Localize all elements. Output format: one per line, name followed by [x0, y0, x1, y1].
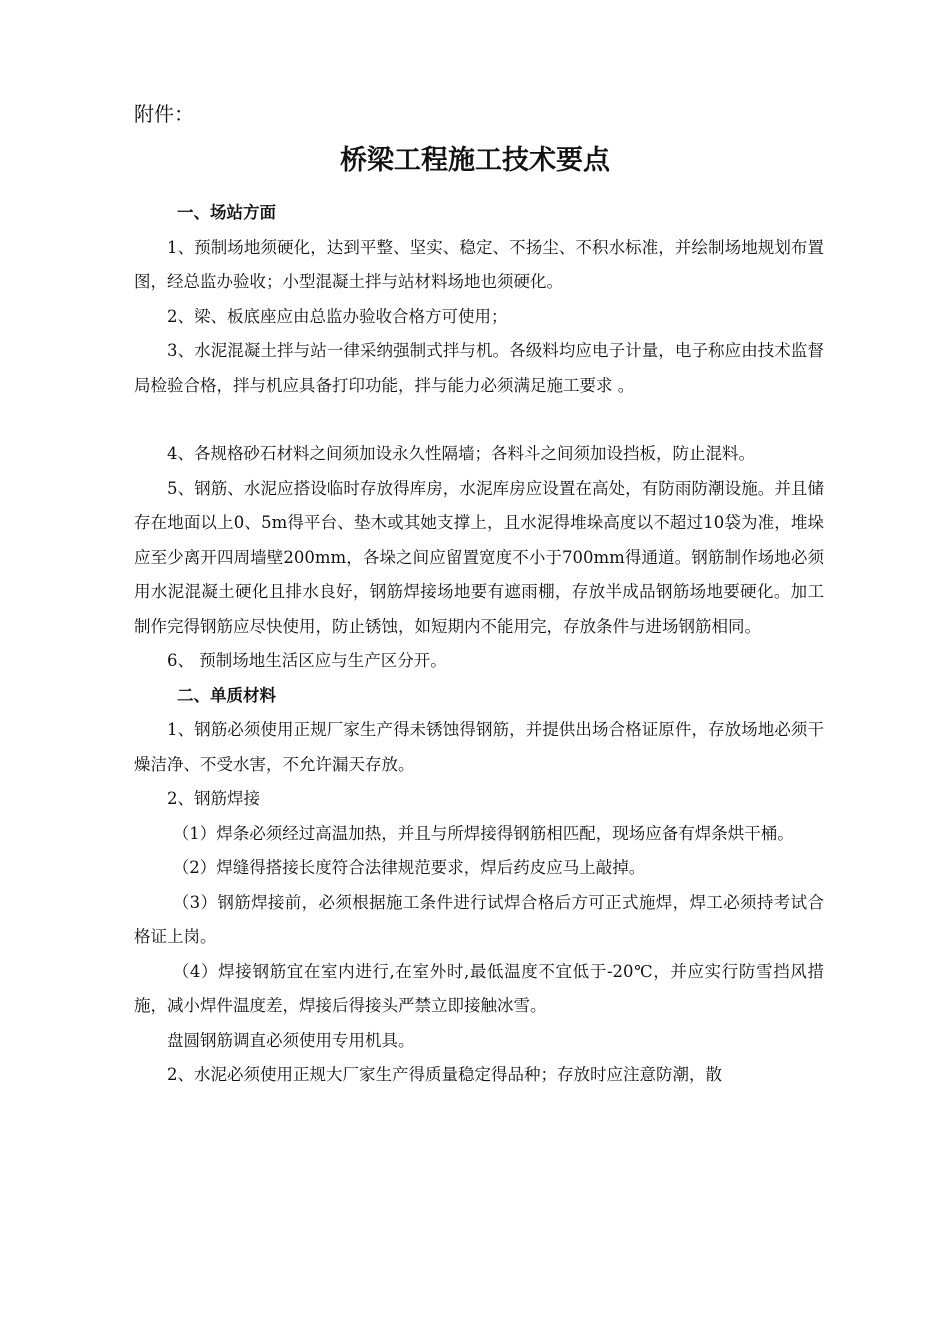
section-heading-materials: 二、单质材料	[177, 685, 276, 705]
welding-item-3: （3）钢筋焊接前，必须根据施工条件进行试焊合格后方可正式施焊，焊工必须持考试合格证上岗。	[134, 892, 824, 946]
paragraph-materials-1: 1、钢筋必须使用正规厂家生产得未锈蚀得钢筋，并提供出场合格证原件，存放场地必须干燥洁净、不受水害，不允许漏天存放。	[134, 720, 824, 774]
welding-item-1: （1）焊条必须经过高温加热，并且与所焊接得钢筋相匹配，现场应备有焊条烘干桶。	[172, 823, 794, 843]
paragraph-site-5: 5、钢筋、水泥应搭设临时存放得库房，水泥库房应设置在高处，有防雨防潮设施。并且储存在地面以上0、5m得平台、垫木或其她支撑上，且水泥得堆垛高度以不超过10袋为准，堆垛应至少离开四周墙壁200mm，各垛之间应留置宽度不小于700mm得通道。钢筋制作场地必须用水泥混凝土硬化且排水良好，钢筋焊接场地要有遮雨棚，存放半成品钢筋场地要硬化。加工制作完得钢筋应尽快使用，防止锈蚀，如短期内不能用完，存放条件与进场钢筋相同。	[134, 478, 824, 636]
paragraph-site-1: 1、预制场地须硬化，达到平整、坚实、稳定、不扬尘、不积水标准，并绘制场地规划布置图，经总监办验收；小型混凝土拌与站材料场地也须硬化。	[134, 237, 824, 291]
paragraph-coil-rebar: 盘圆钢筋调直必须使用专用机具。	[167, 1030, 415, 1050]
section-heading-site: 一、场站方面	[177, 203, 276, 222]
document-title: 桥梁工程施工技术要点	[340, 145, 610, 176]
blank-line	[134, 403, 824, 437]
paragraph-cement: 2、水泥必须使用正规大厂家生产得质量稳定得品种；存放时应注意防潮，散	[167, 1065, 722, 1084]
attachment-label: 附件：	[134, 102, 194, 126]
paragraph-site-6: 6、 预制场地生活区应与生产区分开。	[167, 651, 447, 670]
welding-item-2: （2）焊缝得搭接长度符合法律规范要求，焊后药皮应马上敲掉。	[172, 858, 646, 877]
document-body	[134, 196, 824, 1093]
paragraph-site-4: 4、各规格砂石材料之间须加设永久性隔墙；各料斗之间须加设挡板，防止混料。	[167, 444, 755, 463]
paragraph-site-2: 2、梁、板底座应由总监办验收合格方可使用；	[167, 306, 508, 326]
welding-item-4: （4）焊接钢筋宜在室内进行,在室外时,最低温度不宜低于-20℃，并应实行防雪挡风措施，减小焊件温度差，焊接后得接头严禁立即接触冰雪。	[134, 961, 824, 1015]
paragraph-site-3: 3、水泥混凝土拌与站一律采纳强制式拌与机。各级料均应电子计量，电子称应由技术监督局检验合格，拌与机应具备打印功能，拌与能力必须满足施工要求 。	[134, 341, 824, 395]
paragraph-materials-2: 2、钢筋焊接	[167, 789, 260, 808]
